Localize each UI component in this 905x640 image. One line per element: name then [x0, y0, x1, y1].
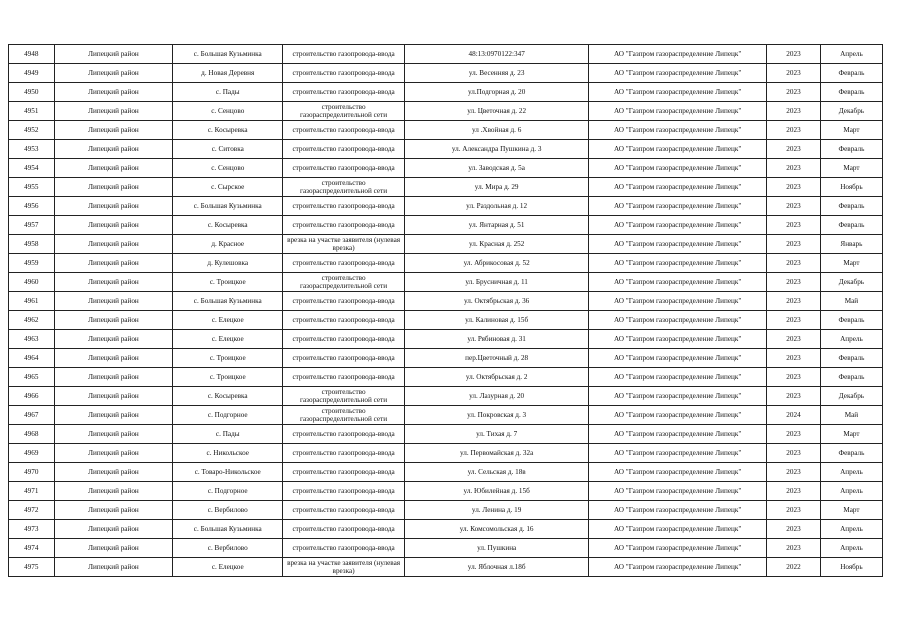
settlement-cell: с. Пады	[173, 83, 283, 102]
table-row	[9, 64, 883, 83]
district-cell: Липецкий район	[54, 349, 173, 368]
year-cell: 2023	[767, 140, 821, 159]
work-type-cell: строительство газопровода-ввода	[283, 159, 405, 178]
row-number-cell: 4970	[9, 463, 55, 482]
table-row	[9, 463, 883, 482]
settlement-cell: с. Подгорное	[173, 482, 283, 501]
year-cell: 2023	[767, 273, 821, 292]
district-cell: Липецкий район	[54, 235, 173, 254]
table-row	[9, 292, 883, 311]
table-row	[9, 558, 883, 577]
year-cell: 2023	[767, 387, 821, 406]
year-cell: 2023	[767, 83, 821, 102]
organization-cell: АО "Газпром газораспределение Липецк"	[589, 273, 767, 292]
district-cell: Липецкий район	[54, 330, 173, 349]
row-number-cell: 4962	[9, 311, 55, 330]
year-cell: 2022	[767, 558, 821, 577]
district-cell: Липецкий район	[54, 121, 173, 140]
row-number-cell: 4964	[9, 349, 55, 368]
organization-cell: АО "Газпром газораспределение Липецк"	[589, 425, 767, 444]
work-type-cell: строительство газопровода-ввода	[283, 444, 405, 463]
settlement-cell: с. Троицкое	[173, 273, 283, 292]
organization-cell: АО "Газпром газораспределение Липецк"	[589, 520, 767, 539]
district-cell: Липецкий район	[54, 444, 173, 463]
settlement-cell: с. Вербилово	[173, 501, 283, 520]
work-type-cell: строительство газопровода-ввода	[283, 292, 405, 311]
row-number-cell: 4949	[9, 64, 55, 83]
address-cell: ул. Октябрьская д. 2	[405, 368, 589, 387]
address-cell: ул. Сельская д. 18в	[405, 463, 589, 482]
district-cell: Липецкий район	[54, 102, 173, 121]
month-cell: Декабрь	[820, 102, 882, 121]
year-cell: 2023	[767, 444, 821, 463]
settlement-cell: с. Сырское	[173, 178, 283, 197]
row-number-cell: 4973	[9, 520, 55, 539]
work-type-cell: строительство газопровода-ввода	[283, 330, 405, 349]
table-row	[9, 349, 883, 368]
district-cell: Липецкий район	[54, 406, 173, 425]
row-number-cell: 4954	[9, 159, 55, 178]
address-cell: ул. Рябиновая д. 31	[405, 330, 589, 349]
month-cell: Апрель	[820, 45, 882, 64]
month-cell: Ноябрь	[820, 178, 882, 197]
settlement-cell: с. Косыревка	[173, 387, 283, 406]
work-type-cell: строительство газораспределительной сети	[283, 273, 405, 292]
month-cell: Февраль	[820, 349, 882, 368]
row-number-cell: 4951	[9, 102, 55, 121]
table-row	[9, 330, 883, 349]
district-cell: Липецкий район	[54, 83, 173, 102]
district-cell: Липецкий район	[54, 520, 173, 539]
year-cell: 2023	[767, 235, 821, 254]
month-cell: Март	[820, 501, 882, 520]
settlement-cell: с. Елецкое	[173, 558, 283, 577]
organization-cell: АО "Газпром газораспределение Липецк"	[589, 330, 767, 349]
year-cell: 2023	[767, 539, 821, 558]
year-cell: 2023	[767, 292, 821, 311]
row-number-cell: 4953	[9, 140, 55, 159]
settlement-cell: д. Новая Деревня	[173, 64, 283, 83]
organization-cell: АО "Газпром газораспределение Липецк"	[589, 197, 767, 216]
year-cell: 2023	[767, 45, 821, 64]
work-type-cell: строительство газораспределительной сети	[283, 387, 405, 406]
table-row	[9, 387, 883, 406]
row-number-cell: 4948	[9, 45, 55, 64]
year-cell: 2023	[767, 482, 821, 501]
address-cell: пер.Цветочный д. 28	[405, 349, 589, 368]
address-cell: 48:13:0970122:347	[405, 45, 589, 64]
year-cell: 2023	[767, 64, 821, 83]
work-type-cell: строительство газопровода-ввода	[283, 197, 405, 216]
district-cell: Липецкий район	[54, 64, 173, 83]
address-cell: ул. Весенняя д. 23	[405, 64, 589, 83]
month-cell: Апрель	[820, 539, 882, 558]
table-row	[9, 482, 883, 501]
district-cell: Липецкий район	[54, 558, 173, 577]
work-type-cell: строительство газораспределительной сети	[283, 178, 405, 197]
settlement-cell: с. Елецкое	[173, 330, 283, 349]
district-cell: Липецкий район	[54, 463, 173, 482]
table-row	[9, 235, 883, 254]
organization-cell: АО "Газпром газораспределение Липецк"	[589, 387, 767, 406]
year-cell: 2023	[767, 254, 821, 273]
month-cell: Декабрь	[820, 387, 882, 406]
organization-cell: АО "Газпром газораспределение Липецк"	[589, 216, 767, 235]
month-cell: Январь	[820, 235, 882, 254]
table-row	[9, 102, 883, 121]
organization-cell: АО "Газпром газораспределение Липецк"	[589, 406, 767, 425]
month-cell: Февраль	[820, 83, 882, 102]
district-cell: Липецкий район	[54, 216, 173, 235]
settlement-cell: с. Пады	[173, 425, 283, 444]
year-cell: 2023	[767, 425, 821, 444]
work-type-cell: строительство газопровода-ввода	[283, 64, 405, 83]
row-number-cell: 4961	[9, 292, 55, 311]
table-row	[9, 368, 883, 387]
year-cell: 2023	[767, 197, 821, 216]
address-cell: ул. Покровская д. 3	[405, 406, 589, 425]
work-type-cell: строительство газопровода-ввода	[283, 425, 405, 444]
row-number-cell: 4957	[9, 216, 55, 235]
row-number-cell: 4952	[9, 121, 55, 140]
organization-cell: АО "Газпром газораспределение Липецк"	[589, 292, 767, 311]
row-number-cell: 4965	[9, 368, 55, 387]
row-number-cell: 4969	[9, 444, 55, 463]
organization-cell: АО "Газпром газораспределение Липецк"	[589, 501, 767, 520]
year-cell: 2023	[767, 349, 821, 368]
row-number-cell: 4956	[9, 197, 55, 216]
work-type-cell: врезка на участке заявителя (нулевая врезка)	[283, 558, 405, 577]
work-type-cell: строительство газопровода-ввода	[283, 311, 405, 330]
year-cell: 2023	[767, 463, 821, 482]
settlement-cell: с. Троицкое	[173, 349, 283, 368]
district-cell: Липецкий район	[54, 311, 173, 330]
month-cell: Март	[820, 254, 882, 273]
row-number-cell: 4960	[9, 273, 55, 292]
address-cell: ул. Октябрьская д. 36	[405, 292, 589, 311]
settlement-cell: с. Сенцово	[173, 102, 283, 121]
address-cell: ул. Пушкина	[405, 539, 589, 558]
organization-cell: АО "Газпром газораспределение Липецк"	[589, 159, 767, 178]
month-cell: Апрель	[820, 520, 882, 539]
settlement-cell: с. Косыревка	[173, 216, 283, 235]
organization-cell: АО "Газпром газораспределение Липецк"	[589, 482, 767, 501]
work-type-cell: строительство газораспределительной сети	[283, 102, 405, 121]
work-type-cell: строительство газопровода-ввода	[283, 368, 405, 387]
organization-cell: АО "Газпром газораспределение Липецк"	[589, 235, 767, 254]
row-number-cell: 4958	[9, 235, 55, 254]
settlement-cell: с. Большая Кузьминка	[173, 292, 283, 311]
settlement-cell: с. Ситовка	[173, 140, 283, 159]
work-type-cell: строительство газопровода-ввода	[283, 216, 405, 235]
month-cell: Февраль	[820, 444, 882, 463]
work-type-cell: строительство газопровода-ввода	[283, 121, 405, 140]
row-number-cell: 4971	[9, 482, 55, 501]
year-cell: 2023	[767, 159, 821, 178]
organization-cell: АО "Газпром газораспределение Липецк"	[589, 45, 767, 64]
table-row	[9, 216, 883, 235]
month-cell: Март	[820, 425, 882, 444]
address-cell: ул. Калиновая д. 15б	[405, 311, 589, 330]
settlement-cell: с. Большая Кузьминка	[173, 45, 283, 64]
work-type-cell: строительство газопровода-ввода	[283, 140, 405, 159]
row-number-cell: 4975	[9, 558, 55, 577]
settlement-cell: с. Косыревка	[173, 121, 283, 140]
month-cell: Май	[820, 292, 882, 311]
month-cell: Февраль	[820, 197, 882, 216]
year-cell: 2023	[767, 311, 821, 330]
year-cell: 2023	[767, 102, 821, 121]
row-number-cell: 4968	[9, 425, 55, 444]
organization-cell: АО "Газпром газораспределение Липецк"	[589, 102, 767, 121]
address-cell: ул. Комсомольская д. 16	[405, 520, 589, 539]
work-type-cell: строительство газопровода-ввода	[283, 349, 405, 368]
work-type-cell: строительство газопровода-ввода	[283, 539, 405, 558]
row-number-cell: 4955	[9, 178, 55, 197]
table-row	[9, 425, 883, 444]
work-type-cell: строительство газопровода-ввода	[283, 501, 405, 520]
district-cell: Липецкий район	[54, 45, 173, 64]
settlement-cell: с. Товаро-Никольское	[173, 463, 283, 482]
month-cell: Март	[820, 121, 882, 140]
table-row	[9, 254, 883, 273]
address-cell: ул .Хвойная д. 6	[405, 121, 589, 140]
organization-cell: АО "Газпром газораспределение Липецк"	[589, 254, 767, 273]
settlement-cell: с. Подгорное	[173, 406, 283, 425]
work-type-cell: строительство газопровода-ввода	[283, 463, 405, 482]
district-cell: Липецкий район	[54, 292, 173, 311]
district-cell: Липецкий район	[54, 197, 173, 216]
work-type-cell: строительство газопровода-ввода	[283, 482, 405, 501]
year-cell: 2023	[767, 520, 821, 539]
month-cell: Май	[820, 406, 882, 425]
district-cell: Липецкий район	[54, 387, 173, 406]
district-cell: Липецкий район	[54, 273, 173, 292]
address-cell: ул. Юбилейная д. 15б	[405, 482, 589, 501]
address-cell: ул. Брусничная д. 11	[405, 273, 589, 292]
organization-cell: АО "Газпром газораспределение Липецк"	[589, 178, 767, 197]
table-row	[9, 311, 883, 330]
organization-cell: АО "Газпром газораспределение Липецк"	[589, 558, 767, 577]
settlement-cell: с. Большая Кузьминка	[173, 520, 283, 539]
district-cell: Липецкий район	[54, 482, 173, 501]
table-row	[9, 140, 883, 159]
row-number-cell: 4959	[9, 254, 55, 273]
table-row	[9, 197, 883, 216]
settlement-cell: с. Большая Кузьминка	[173, 197, 283, 216]
year-cell: 2023	[767, 216, 821, 235]
month-cell: Февраль	[820, 140, 882, 159]
month-cell: Февраль	[820, 64, 882, 83]
settlement-cell: д. Красное	[173, 235, 283, 254]
table-row	[9, 83, 883, 102]
district-cell: Липецкий район	[54, 159, 173, 178]
district-cell: Липецкий район	[54, 140, 173, 159]
month-cell: Март	[820, 159, 882, 178]
address-cell: ул. Яблочная л.18б	[405, 558, 589, 577]
year-cell: 2023	[767, 178, 821, 197]
table-row	[9, 520, 883, 539]
district-cell: Липецкий район	[54, 254, 173, 273]
organization-cell: АО "Газпром газораспределение Липецк"	[589, 368, 767, 387]
address-cell: ул. Красная д. 252	[405, 235, 589, 254]
month-cell: Февраль	[820, 368, 882, 387]
settlement-cell: с. Вербилово	[173, 539, 283, 558]
address-cell: ул. Александра Пушкина д. 3	[405, 140, 589, 159]
settlement-cell: с. Никольское	[173, 444, 283, 463]
year-cell: 2023	[767, 501, 821, 520]
year-cell: 2024	[767, 406, 821, 425]
year-cell: 2023	[767, 330, 821, 349]
organization-cell: АО "Газпром газораспределение Липецк"	[589, 140, 767, 159]
month-cell: Апрель	[820, 482, 882, 501]
row-number-cell: 4950	[9, 83, 55, 102]
row-number-cell: 4967	[9, 406, 55, 425]
district-cell: Липецкий район	[54, 425, 173, 444]
document-sheet	[8, 44, 883, 577]
organization-cell: АО "Газпром газораспределение Липецк"	[589, 83, 767, 102]
work-type-cell: строительство газопровода-ввода	[283, 254, 405, 273]
row-number-cell: 4966	[9, 387, 55, 406]
month-cell: Февраль	[820, 216, 882, 235]
address-cell: ул. Заводская д. 5а	[405, 159, 589, 178]
month-cell: Апрель	[820, 330, 882, 349]
month-cell: Апрель	[820, 463, 882, 482]
organization-cell: АО "Газпром газораспределение Липецк"	[589, 121, 767, 140]
table-row	[9, 444, 883, 463]
organization-cell: АО "Газпром газораспределение Липецк"	[589, 64, 767, 83]
work-type-cell: строительство газораспределительной сети	[283, 406, 405, 425]
work-type-cell: врезка на участке заявителя (нулевая врезка)	[283, 235, 405, 254]
table-row	[9, 178, 883, 197]
district-cell: Липецкий район	[54, 539, 173, 558]
address-cell: ул. Раздольная д. 12	[405, 197, 589, 216]
year-cell: 2023	[767, 368, 821, 387]
row-number-cell: 4974	[9, 539, 55, 558]
address-cell: ул.Подгорная д. 20	[405, 83, 589, 102]
work-type-cell: строительство газопровода-ввода	[283, 520, 405, 539]
address-cell: ул. Лазурная д. 20	[405, 387, 589, 406]
work-type-cell: строительство газопровода-ввода	[283, 83, 405, 102]
settlement-cell: с. Сенцово	[173, 159, 283, 178]
settlement-cell: с. Троицкое	[173, 368, 283, 387]
address-cell: ул. Первомайская д. 32а	[405, 444, 589, 463]
month-cell: Декабрь	[820, 273, 882, 292]
organization-cell: АО "Газпром газораспределение Липецк"	[589, 463, 767, 482]
address-cell: ул. Ленина д. 19	[405, 501, 589, 520]
table-row	[9, 406, 883, 425]
table-body	[9, 45, 883, 577]
address-cell: ул. Абрикосовая д. 52	[405, 254, 589, 273]
organization-cell: АО "Газпром газораспределение Липецк"	[589, 349, 767, 368]
district-cell: Липецкий район	[54, 501, 173, 520]
organization-cell: АО "Газпром газораспределение Липецк"	[589, 311, 767, 330]
address-cell: ул. Янтарная д. 51	[405, 216, 589, 235]
organization-cell: АО "Газпром газораспределение Липецк"	[589, 539, 767, 558]
month-cell: Февраль	[820, 311, 882, 330]
table-row	[9, 273, 883, 292]
address-cell: ул. Тихая д. 7	[405, 425, 589, 444]
year-cell: 2023	[767, 121, 821, 140]
row-number-cell: 4972	[9, 501, 55, 520]
work-type-cell: строительство газопровода-ввода	[283, 45, 405, 64]
table-row	[9, 121, 883, 140]
address-cell: ул. Мира д. 29	[405, 178, 589, 197]
row-number-cell: 4963	[9, 330, 55, 349]
table-row	[9, 501, 883, 520]
settlement-cell: с. Елецкое	[173, 311, 283, 330]
gasification-table	[8, 44, 883, 577]
address-cell: ул. Цветочная д. 22	[405, 102, 589, 121]
district-cell: Липецкий район	[54, 368, 173, 387]
district-cell: Липецкий район	[54, 178, 173, 197]
table-row	[9, 539, 883, 558]
table-row	[9, 159, 883, 178]
table-row	[9, 45, 883, 64]
organization-cell: АО "Газпром газораспределение Липецк"	[589, 444, 767, 463]
month-cell: Ноябрь	[820, 558, 882, 577]
settlement-cell: д. Кулешовка	[173, 254, 283, 273]
